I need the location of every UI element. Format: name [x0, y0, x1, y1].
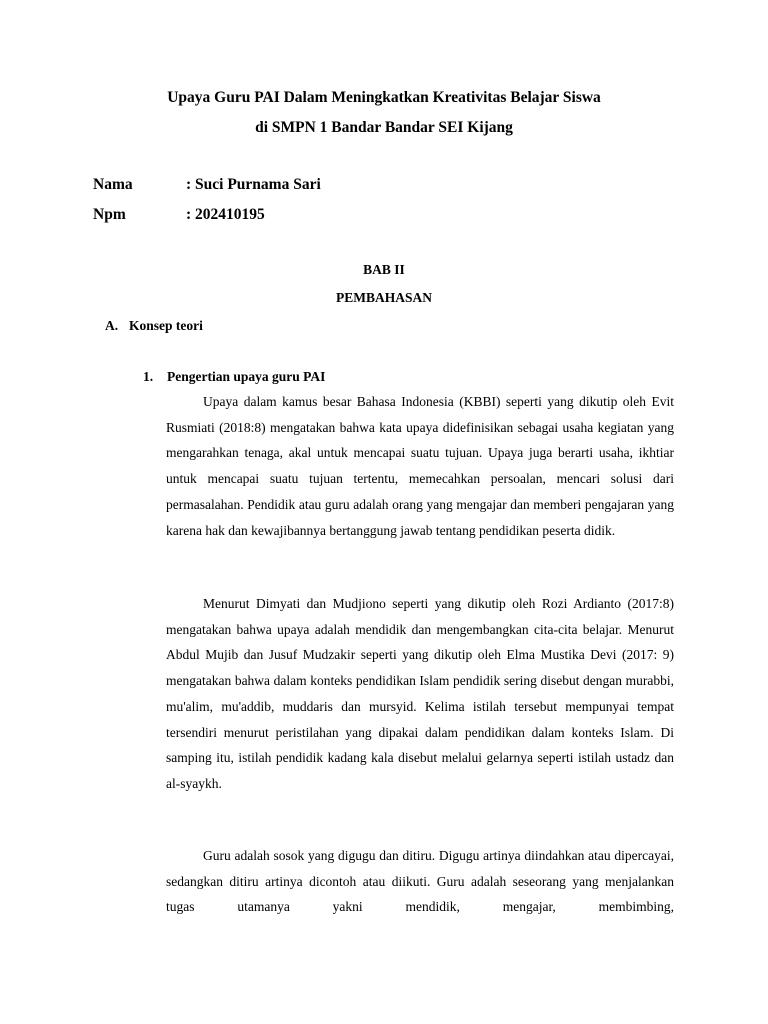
section-heading [105, 317, 203, 335]
paragraph-3: Guru adalah sosok yang digugu dan ditiru. Digugu artinya diindahkan atau dipercayai, sedangkan ditiru artinya dicontoh atau diikuti. Guru adalah seseorang yang menjalankan tugas utamanya yakni mendidik, mengajar, membimbing, [166, 848, 674, 915]
subsection-heading [143, 368, 325, 386]
chapter-number: BAB II [363, 262, 405, 277]
chapter-title: PEMBAHASAN [335, 290, 432, 305]
meta-label: Nama [93, 176, 133, 193]
document-title-line-1: Upaya Guru PAI Dalam Meningkatkan Kreativitas Belajar Siswa [167, 89, 601, 106]
paragraph-1: Upaya dalam kamus besar Bahasa Indonesia (KBBI) seperti yang dikutip oleh Evit Rusmiati (2018:8) mengatakan bahwa kata upaya didefinisikan sebagai usaha kegiatan yang mengarahkan tenaga, akal untuk mencapai suatu tujuan. Upaya juga berarti usaha, ikhtiar untuk mencapai suatu tujuan tertentu, memecahkan persoalan, mencari solusi dari permasalahan. Pendidik atau guru adalah orang yang mengajar dan memberi pengajaran yang karena hak dan kewajibannya bertanggung jawab tentang pendidikan peserta didik. [166, 394, 674, 538]
section-marker: A. [105, 318, 119, 333]
document-title-line-2: di SMPN 1 Bandar Bandar SEI Kijang [255, 119, 513, 136]
meta-value: : 202410195 [186, 206, 265, 223]
subsection-title: Pengertian upaya guru PAI [167, 369, 326, 384]
subsection-marker: 1. [143, 369, 154, 384]
section-title: Konsep teori [129, 318, 203, 333]
meta-label: Npm [93, 206, 126, 223]
paragraph-2: Menurut Dimyati dan Mudjiono seperti yang dikutip oleh Rozi Ardianto (2017:8) mengatakan bahwa upaya adalah mendidik dan mengembangkan cita-cita belajar. Menurut Abdul Mujib dan Jusuf Mudzakir seperti yang dikutip oleh Elma Mustika Devi (2017: 9) mengatakan bahwa dalam konteks pendidikan Islam pendidik sering disebut dengan murabbi, mu'alim, mu'addib, muddaris dan mursyid. Kelima istilah tersebut mempunyai tempat tersendiri menurut peristilahan yang dipakai dalam pendidikan dalam konteks Islam. Di samping itu, istilah pendidik kadang kala disebut melalui gelarnya seperti istilah ustadz dan al-syaykh. [166, 596, 674, 791]
meta-value: : Suci Purnama Sari [186, 176, 321, 193]
